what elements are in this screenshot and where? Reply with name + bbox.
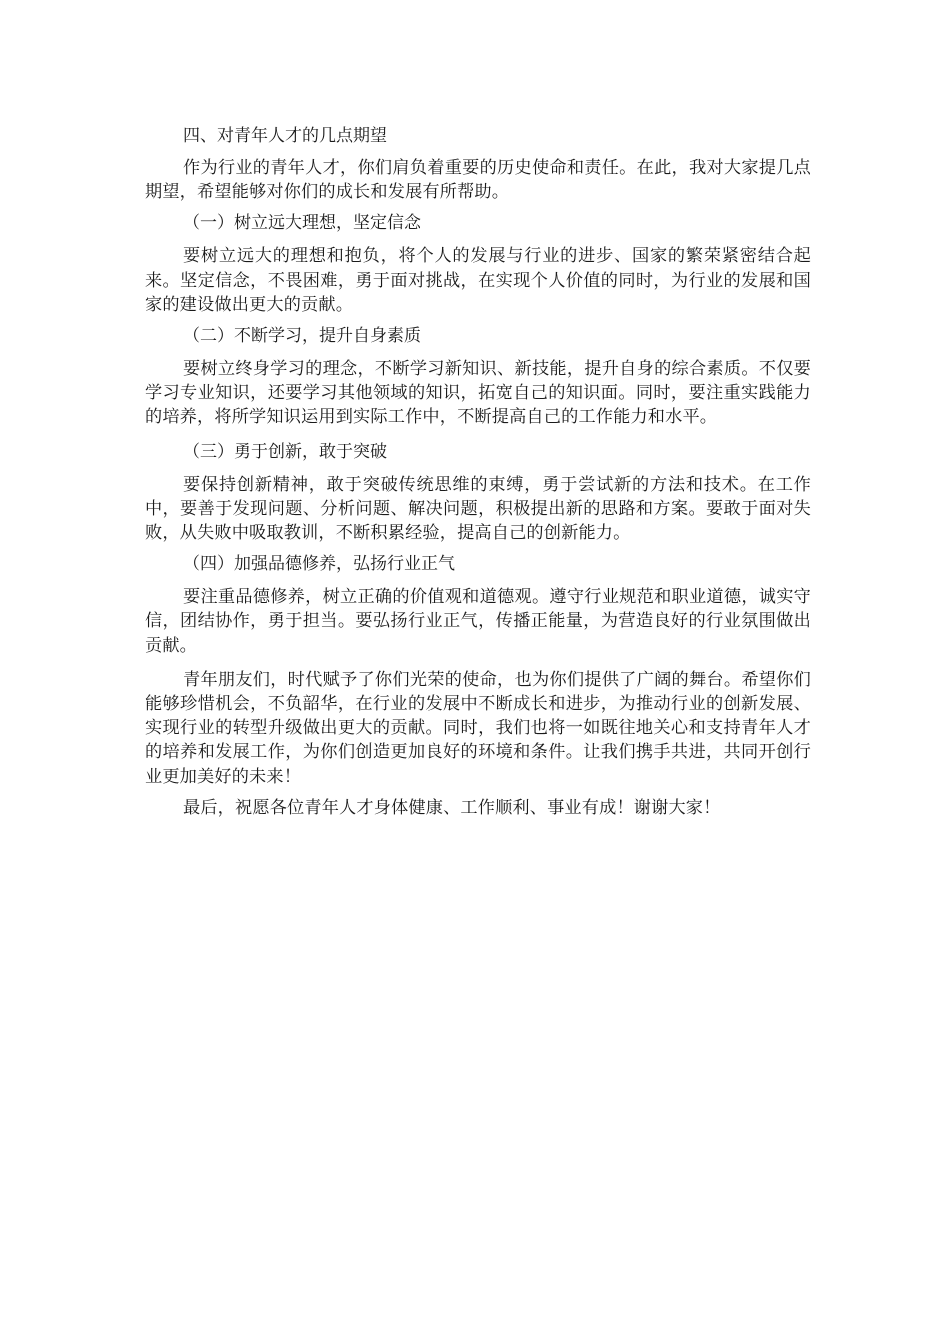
- item-1-heading: （一）树立远大理想，坚定信念: [183, 213, 421, 234]
- closing-paragraph: 青年朋友们，时代赋予了你们光荣的使命，也为你们提供了广阔的舞台。希望你们能够珍惜机会，不负韶华，在行业的发展中不断成长和进步，为推动行业的创新发展、实现行业的转型升级做出更大的贡献。同时，我们也将一如既往地关心和支持青年人才的培养和发展工作，为你们创造更加良好的环境和条件。让我们携手共进，共同开创行业更加美好的未来！: [145, 669, 811, 787]
- item-4-body: 要注重品德修养，树立正确的价值观和道德观。遵守行业规范和职业道德，诚实守信，团结协作，勇于担当。要弘扬行业正气，传播正能量，为营造良好的行业氛围做出贡献。: [145, 587, 811, 656]
- item-1-body: 要树立远大的理想和抱负，将个人的发展与行业的进步、国家的繁荣紧密结合起来。坚定信念，不畏困难，勇于面对挑战，在实现个人价值的同时，为行业的发展和国家的建设做出更大的贡献。: [145, 246, 811, 315]
- item-3-heading: （三）勇于创新，敢于突破: [183, 441, 387, 462]
- item-3-body: 要保持创新精神，敢于突破传统思维的束缚，勇于尝试新的方法和技术。在工作中，要善于发现问题、分析问题、解决问题，积极提出新的思路和方案。要敢于面对失败，从失败中吸取教训，不断积累经验，提高自己的创新能力。: [145, 474, 811, 544]
- document-body: [145, 124, 811, 827]
- intro-paragraph: 作为行业的青年人才，你们肩负着重要的历史使命和责任。在此，我对大家提几点期望，希望能够对你们的成长和发展有所帮助。: [145, 158, 811, 203]
- item-2-body: 要树立终身学习的理念，不断学习新知识、新技能，提升自身的综合素质。不仅要学习专业知识，还要学习其他领域的知识，拓宽自己的知识面。同时，要注重实践能力的培养，将所学知识运用到实际工作中，不断提高自己的工作能力和水平。: [145, 359, 811, 428]
- item-2-heading: （二）不断学习，提升自身素质: [183, 326, 421, 347]
- section-title: 四、对青年人才的几点期望: [183, 126, 387, 146]
- item-4-heading: （四）加强品德修养，弘扬行业正气: [183, 554, 455, 575]
- final-wish-paragraph: 最后，祝愿各位青年人才身体健康、工作顺利、事业有成！谢谢大家！: [183, 797, 721, 818]
